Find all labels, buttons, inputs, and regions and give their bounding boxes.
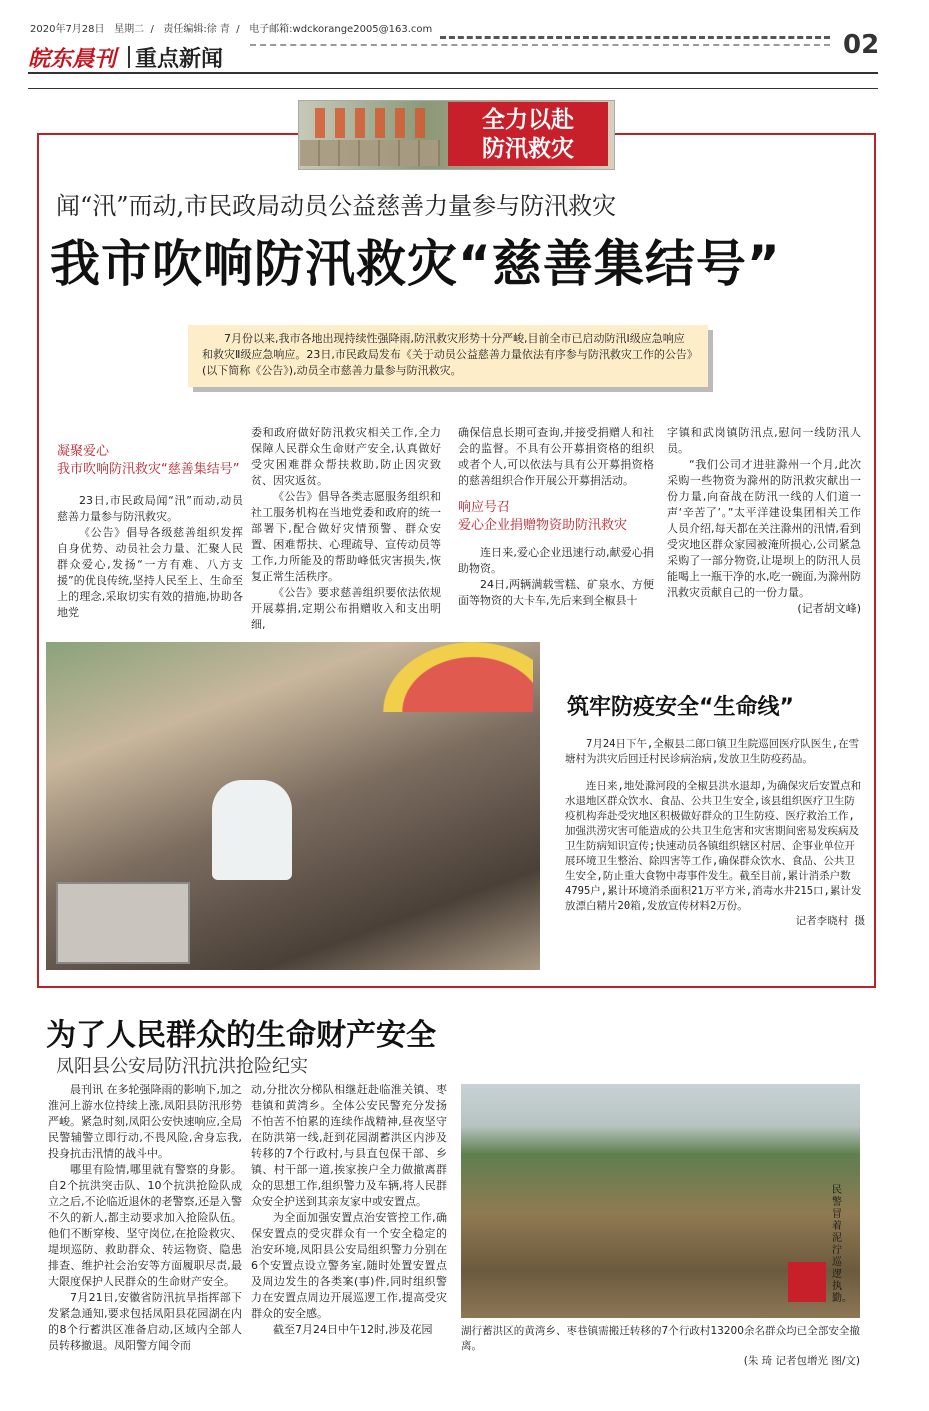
article3-subtitle: 凤阳县公安局防汛抗洪抢险纪实 [56,1056,308,1077]
photo-medical-case [56,882,190,964]
paragraph: 《公告》要求慈善组织要依法依规开展募捐,定期公布捐赠收入和支出明细, [251,586,441,631]
photo-red-pump [788,1262,826,1302]
article2-credit: 记者李晓村 摄 [795,915,865,927]
caption-text: 湖行蓄洪区的黄湾乡、枣巷镇需搬迁转移的7个行政村13200余名群众均已全部安全撤离。 [461,1325,860,1352]
article1-credit: (记者胡文峰) [797,602,861,615]
article1-column-4 [667,425,861,617]
paragraph: 7月21日,安徽省防汛抗旱指挥部下发紧急通知,要求包括凤阳县花园湖在内的8个行蓄洪区准备启动,区域内全部人员转移撤退。凤阳警方闻令而 [48,1291,242,1352]
article2-body [565,737,865,929]
col1-subhead-2: 我市吹响防汛救灾“慈善集结号” [57,462,240,477]
newspaper-logo: 皖东晨刊 [28,46,117,72]
article3-column-1 [48,1082,242,1354]
col1-subhead-1: 凝聚爱心 [57,444,110,459]
article3-column-2 [251,1082,447,1338]
col3-subhead-2: 爱心企业捐赠物资助防汛救灾 [458,518,628,533]
header-rule-thin [28,88,878,89]
paragraph: 连日来,地处滁河段的全椒县洪水退却,为确保灾后安置点和水退地区群众饮水、食品、公共卫生安全,该县组织医疗卫生防疫机构奔赴受灾地区积极做好群众的卫生防疫、医疗救治工作,加强洪涝灾害可能造成的公共卫生危害和灾害期间密易发疾病及卫生防病知识宣传;快速动员各镇组织辖区村居、企事业单位开展环境卫生整治、除四害等工作,确保群众饮水、食品、公共卫生安全,防止重大食物中毒事件发生。截至目前,累计消杀户数4795户,累计环境消杀面积21万平方米,消毒水井215口,累计发放漂白精片20箱,发放宣传材料2万份。 [565,780,862,912]
header-meta: 2020年7月28日 星期二 / 责任编辑:徐 青 / 电子邮箱:wdckorange2005@163.com [30,24,433,35]
col3-subhead-1: 响应号召 [458,500,511,515]
article1-headline: 我市吹响防汛救灾“慈善集结号” [50,235,781,293]
article3-credit: (朱 琦 记者包增光 图/文) [743,1355,860,1367]
section-divider [128,46,130,68]
article1-subtitle: 闻“汛”而动,市民政局动员公益慈善力量参与防汛救灾 [56,192,617,220]
article2-title: 筑牢防疫安全“生命线” [567,695,794,720]
paragraph: 《公告》倡导各级慈善组织发挥自身优势、动员社会力量、汇聚人民群众爱心,发扬“一方有难、八方支援”的优良传统,坚持人民至上、生命至上的理念,采取切实有效的措施,协助各地党 [57,526,243,619]
paragraph: 动,分批次分梯队相继赶赴临淮关镇、枣巷镇和黄湾乡。全体公安民警充分发扬不怕苦不怕累的连续作战精神,昼夜坚守在防洪第一线,赶到花园湖蓄洪区内涉及转移的7个行政村,与县直包保干部、乡镇、村干部一道,挨家挨户全力做撤离群众的思想工作,组织警力及车辆,将人民群众安全护送到其亲友家中或安置点。 [251,1083,447,1208]
paragraph: 哪里有险情,哪里就有警察的身影。自2个抗洪突击队、10个抗洪抢险队成立之后,不论临近退休的老警察,还是入警不久的新人,都主动要求加入抢险队伍。他们不断穿梭、坚守岗位,在抢险救灾、堤坝巡防、救助群众、转运物资、隐患排查、维护社会治安等方面履职尽责,最大限度保护人民群众的生命财产安全。 [48,1163,242,1288]
paragraph: 截至7月24日中午12时,涉及花园 [273,1323,433,1336]
photo-umbrella [383,642,533,712]
article1-column-3 [458,425,654,609]
date: 2020年7月28日 [30,24,105,35]
paragraph: 《公告》倡导各类志愿服务组织和社工服务机构在当地党委和政府的统一部署下,配合做好灾情预警、群众安置、困难帮扶、心理疏导、宣传动员等工作,力所能及的帮助峰低灾害损失,恢复正常生活秩序。 [251,490,441,583]
banner-people-figures [315,108,425,138]
paragraph: 晨刊讯 在多轮强降雨的影响下,加之淮河上游水位持续上涨,凤阳县防汛形势严峻。紧急时刻,凤阳公安快速响应,全局民警辅警立即行动,不畏风险,舍身忘我,投身抗击汛情的战斗中。 [48,1083,242,1160]
article3-caption [461,1324,860,1369]
photo-doctor-figure [212,780,292,880]
photo-side-caption: 民警冒着泥泞巡逻执勤。 [832,1185,852,1304]
section-title: 重点新闻 [135,47,224,72]
header-dash-rule-2 [250,44,830,46]
banner-line-2: 防汛救灾 [482,135,574,162]
email: 电子邮箱:wdckorange2005@163.com [249,24,433,35]
article1-summary: 7月份以来,我市各地出现持续性强降雨,防汛救灾形势十分严峻,目前全市已启动防汛Ⅰ级应急响应和救灾Ⅱ级应急响应。23日,市民政局发布《关于动员公益慈善力量依法有序参与防汛救灾工作的公告》(以下简称《公告》),动员全市慈善力量参与防汛救灾。 [188,325,708,387]
paragraph: 委和政府做好防汛救灾相关工作,全力保障人民群众生命财产安全,认真做好受灾困难群众帮扶救助,防止因灾致贫、因灾返贫。 [251,426,441,487]
banner-line-1: 全力以赴 [482,106,574,133]
header-rule [28,72,878,74]
paragraph: 7月24日下午,全椒县二郎口镇卫生院巡回医疗队医生,在雪塘村为洪灾后回迁村民诊病治病,发放卫生防疫药品。 [565,738,860,765]
paragraph: 确保信息长期可查询,并接受捐赠人和社会的监督。不具有公开募捐资格的组织或者个人,可以依法与具有公开募捐资格的慈善组织合作开展公开募捐活动。 [458,426,654,487]
article3-title: 为了人民群众的生命财产安全 [46,1018,436,1053]
article1-column-1 [57,443,243,621]
article1-column-2 [251,425,441,633]
paragraph: 23日,市民政局闻“汛”而动,动员慈善力量参与防汛救灾。 [57,494,243,523]
editor: 责任编辑:徐 青 [163,24,230,35]
paragraph: 字镇和武岗镇防汛点,慰问一线防汛人员。 [667,426,861,455]
paragraph: 为全面加强安置点治安管控工作,确保安置点的受灾群众有一个安全稳定的治安环境,凤阳县公安局组织警力分别在6个安置点设立警务室,随时处置安置点及周边发生的各类案(事)件,同时组织警力在安置点周边开展巡逻工作,提高受灾群众的安全感。 [251,1211,447,1320]
paragraph: 连日来,爱心企业迅速行动,献爱心捐助物资。 [458,546,654,575]
paragraph: “我们公司才进驻滁州一个月,此次采购一些物资为滁州的防汛救灾献出一份力量,向奋战在防汛一线的人们道一声‘辛苦了’。”太平洋建设集团相关工作人员介绍,每天都在关注滁州的汛情,看到受灾地区群众家园被淹所损心,公司紧急采购了一部分物资,让堤坝上的防汛人员能喝上一瓶干净的水,吃一碗面,为滁州防汛救灾贡献自己的一份力量。 [667,458,861,599]
page-number: 02 [843,30,880,60]
banner-sandbags [300,140,440,166]
paragraph: 24日,两辆满载雪糕、矿泉水、方便面等物资的大卡车,先后来到全椒县十 [458,578,654,607]
banner-label [448,102,608,166]
header-dash-rule [440,36,830,39]
weekday: 星期二 [114,24,145,35]
